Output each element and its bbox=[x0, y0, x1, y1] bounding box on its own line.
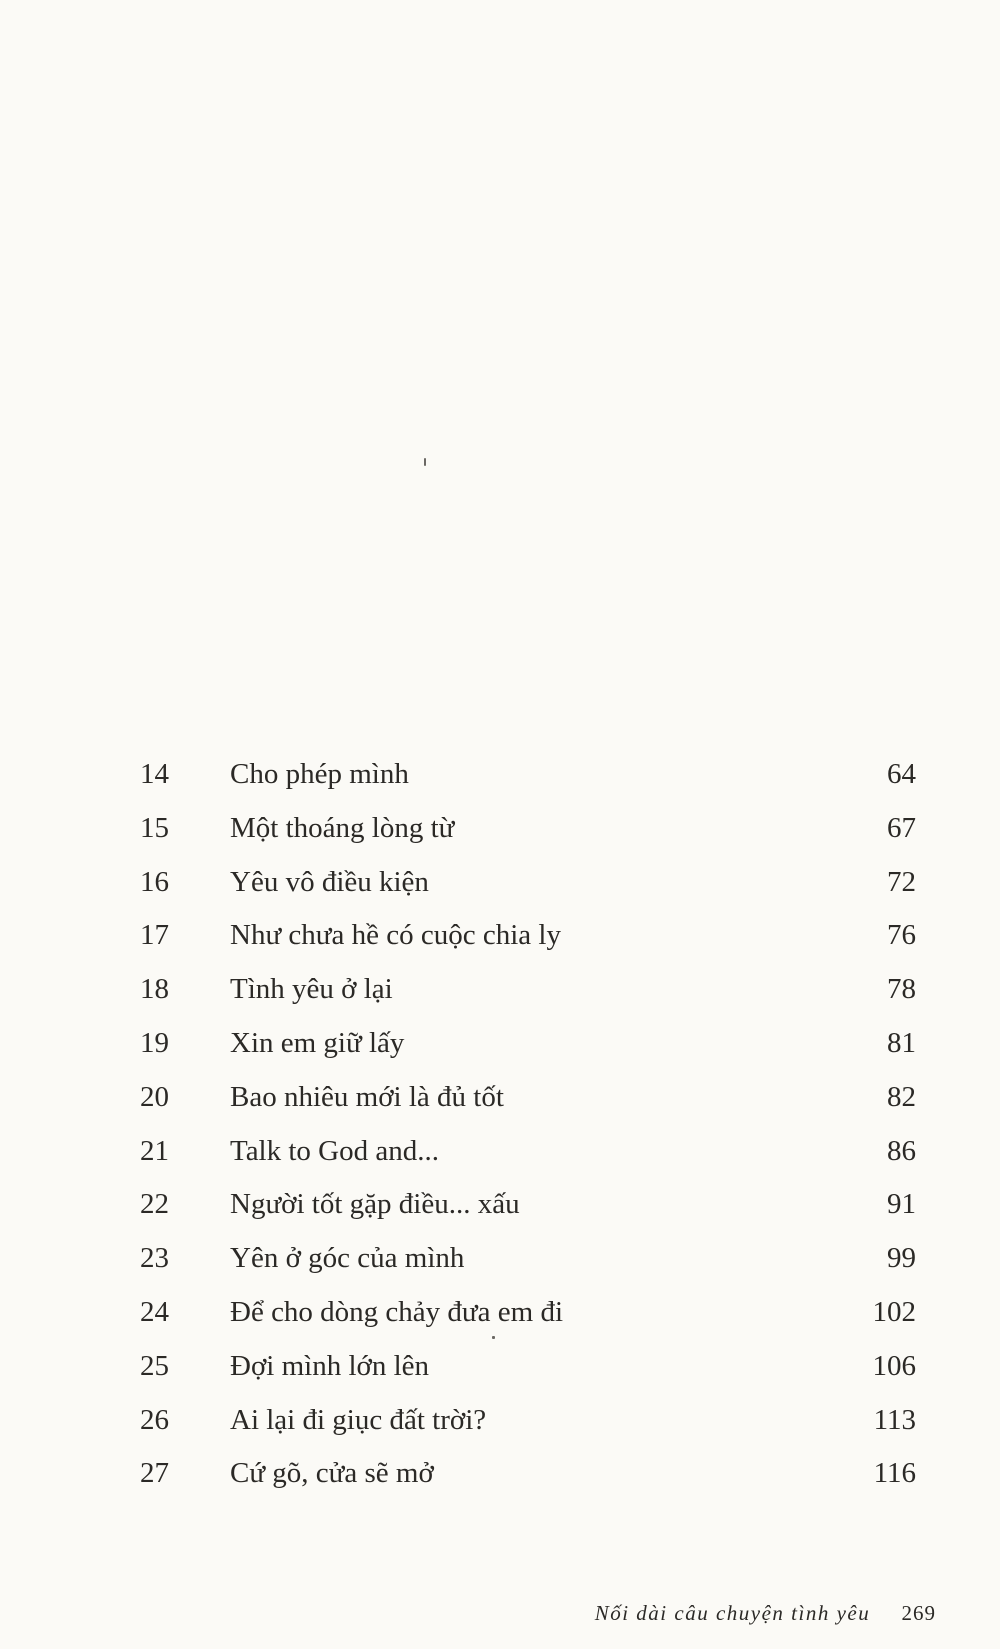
chapter-title: Một thoáng lòng từ bbox=[230, 811, 455, 844]
toc-entry[interactable] bbox=[140, 1077, 916, 1131]
chapter-number: 17 bbox=[140, 919, 169, 952]
toc-entry[interactable] bbox=[140, 1238, 916, 1292]
chapter-title: Tình yêu ở lại bbox=[230, 973, 393, 1006]
toc-entry[interactable] bbox=[140, 915, 916, 969]
chapter-page: 99 bbox=[887, 1242, 916, 1275]
running-footer bbox=[595, 1598, 936, 1628]
page-number: 269 bbox=[901, 1601, 936, 1625]
chapter-page: 102 bbox=[872, 1295, 916, 1328]
running-title: Nối dài câu chuyện tình yêu bbox=[594, 1601, 871, 1625]
toc-entry[interactable] bbox=[140, 808, 916, 862]
chapter-number: 15 bbox=[140, 811, 169, 844]
chapter-page: 116 bbox=[873, 1457, 916, 1490]
toc-entry[interactable] bbox=[140, 1292, 916, 1346]
chapter-number: 26 bbox=[140, 1403, 169, 1436]
chapter-title: Người tốt gặp điều... xấu bbox=[230, 1188, 520, 1221]
toc-entry[interactable] bbox=[140, 1400, 916, 1454]
chapter-page: 113 bbox=[873, 1403, 916, 1436]
chapter-title: Yên ở góc của mình bbox=[230, 1242, 465, 1275]
chapter-number: 23 bbox=[140, 1242, 169, 1275]
chapter-page: 86 bbox=[887, 1134, 916, 1167]
chapter-title: Bao nhiêu mới là đủ tốt bbox=[230, 1080, 504, 1113]
chapter-page: 81 bbox=[887, 1026, 916, 1059]
chapter-number: 22 bbox=[140, 1188, 169, 1221]
chapter-page: 64 bbox=[887, 758, 916, 790]
chapter-title: Talk to God and... bbox=[230, 1134, 439, 1167]
chapter-title: Ai lại đi giục đất trời? bbox=[230, 1403, 487, 1436]
chapter-number: 18 bbox=[140, 973, 169, 1006]
chapter-number: 16 bbox=[140, 865, 169, 898]
chapter-number: 27 bbox=[140, 1457, 169, 1490]
chapter-number: 19 bbox=[140, 1026, 169, 1059]
chapter-number: 20 bbox=[140, 1080, 169, 1113]
toc-entry[interactable] bbox=[140, 754, 916, 808]
chapter-page: 78 bbox=[887, 973, 916, 1006]
toc-entry[interactable] bbox=[140, 1453, 916, 1507]
chapter-page: 76 bbox=[887, 919, 916, 952]
toc-entry[interactable] bbox=[140, 969, 916, 1023]
chapter-page: 106 bbox=[872, 1349, 916, 1382]
table-of-contents bbox=[140, 754, 916, 1507]
chapter-number: 25 bbox=[140, 1349, 169, 1382]
chapter-title: Như chưa hề có cuộc chia ly bbox=[230, 919, 561, 952]
chapter-title: Yêu vô điều kiện bbox=[230, 865, 429, 898]
toc-entry[interactable] bbox=[140, 1131, 916, 1185]
ink-speck bbox=[424, 458, 426, 466]
chapter-title: Cho phép mình bbox=[230, 758, 409, 790]
toc-entry[interactable] bbox=[140, 1023, 916, 1077]
toc-entry[interactable] bbox=[140, 862, 916, 916]
toc-entry[interactable] bbox=[140, 1346, 916, 1400]
chapter-title: Cứ gõ, cửa sẽ mở bbox=[230, 1457, 434, 1490]
chapter-page: 91 bbox=[887, 1188, 916, 1221]
chapter-page: 82 bbox=[887, 1080, 916, 1113]
toc-entry[interactable] bbox=[140, 1184, 916, 1238]
chapter-title: Để cho dòng chảy đưa em đi bbox=[230, 1295, 564, 1328]
chapter-page: 72 bbox=[887, 865, 916, 898]
chapter-title: Đợi mình lớn lên bbox=[230, 1349, 430, 1382]
chapter-title: Xin em giữ lấy bbox=[230, 1026, 405, 1059]
chapter-number: 24 bbox=[140, 1295, 169, 1328]
chapter-number: 21 bbox=[140, 1134, 169, 1167]
chapter-number: 14 bbox=[140, 758, 169, 790]
chapter-page: 67 bbox=[887, 811, 916, 844]
